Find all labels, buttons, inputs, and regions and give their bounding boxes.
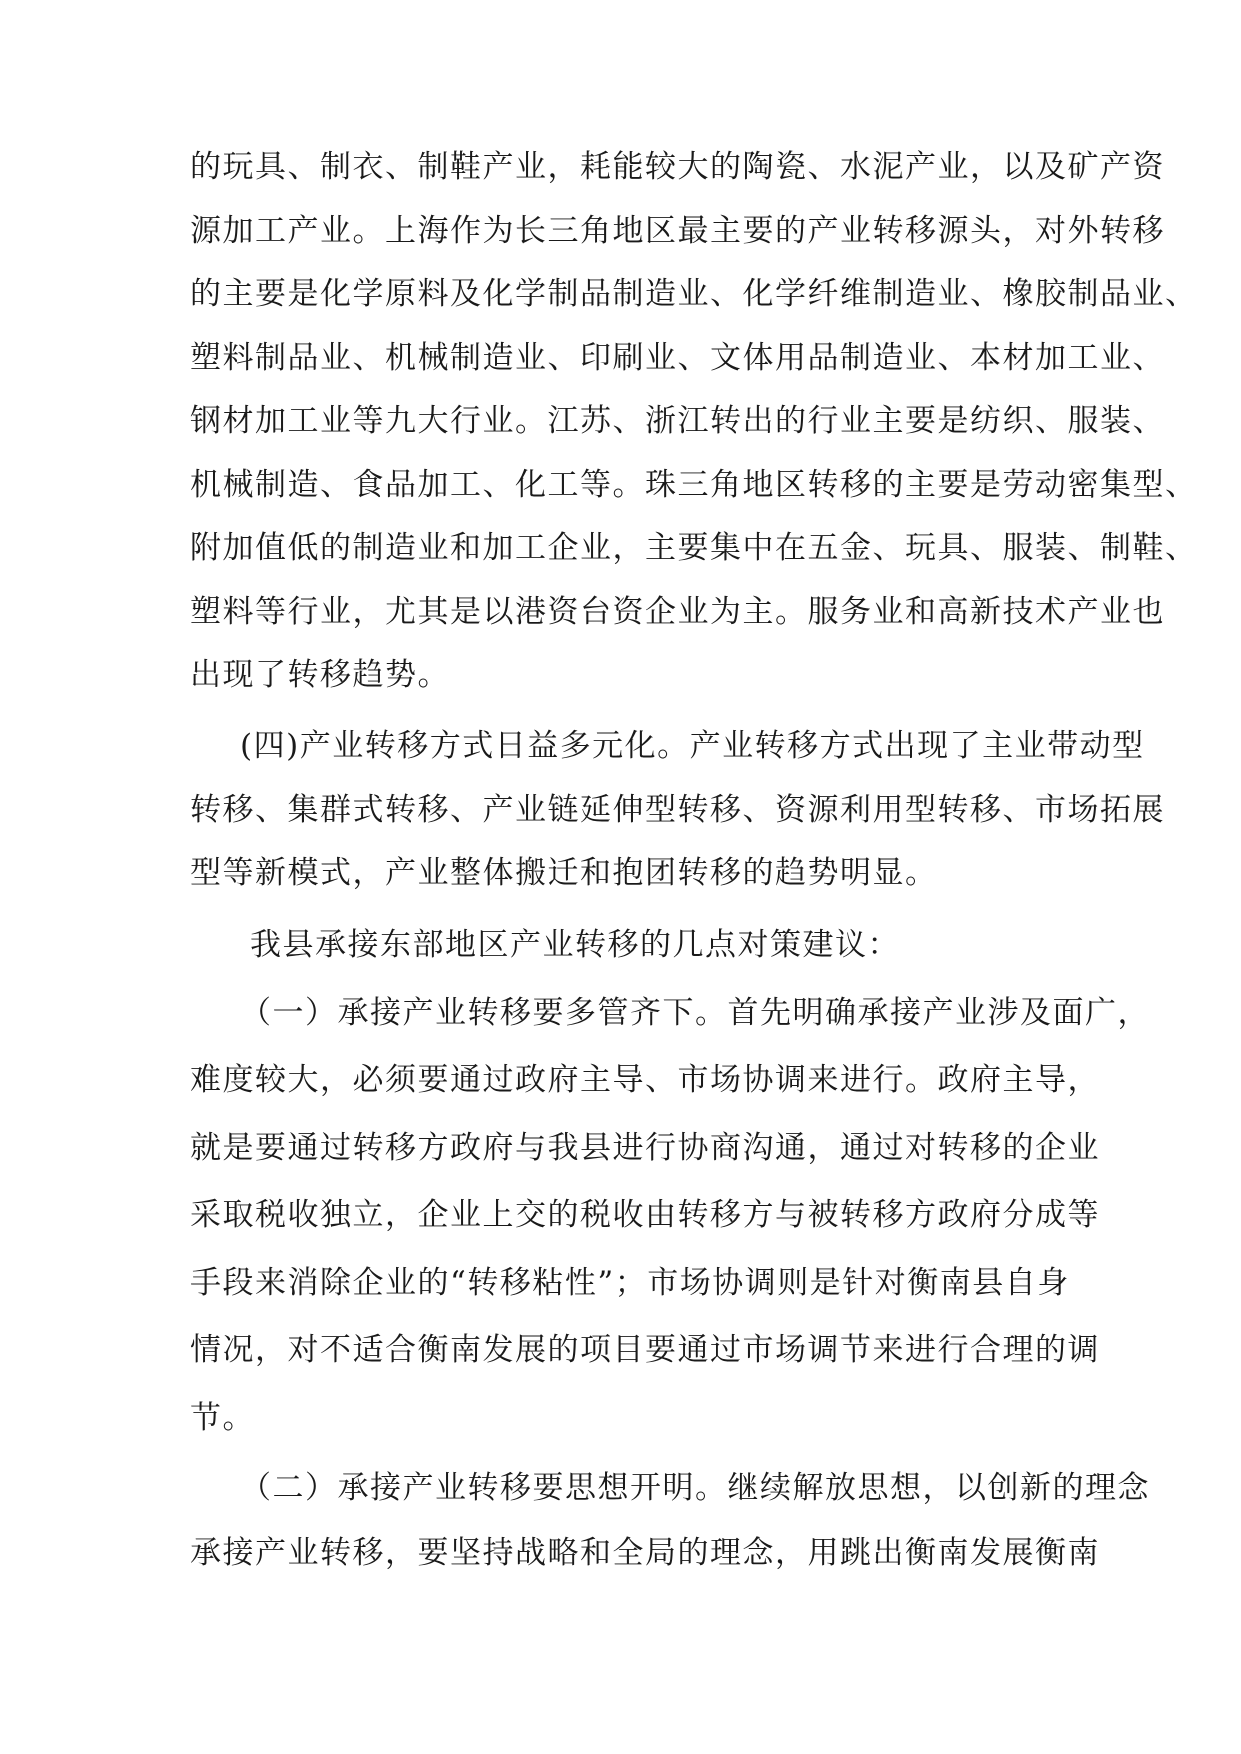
- paragraph-2-line-1: (四)产业转移方式日益多元化。产业转移方式出现了主业带动型: [240, 728, 1145, 764]
- paragraph-1-line-5: 钢材加工业等九大行业。江苏、浙江转出的行业主要是纺织、服装、: [190, 403, 1165, 439]
- paragraph-1-line-3: 的主要是化学原料及化学制品制造业、化学纤维制造业、橡胶制品业、: [190, 276, 1198, 312]
- paragraph-2-line-3: 型等新模式，产业整体搬迁和抱团转移的趋势明显。: [190, 855, 938, 891]
- paragraph-1-line-7: 附加值低的制造业和加工企业，主要集中在五金、玩具、服装、制鞋、: [190, 530, 1198, 566]
- paragraph-4-line-7: 节。: [190, 1400, 255, 1436]
- paragraph-2-line-2: 转移、集群式转移、产业链延伸型转移、资源利用型转移、市场拓展: [190, 792, 1165, 828]
- paragraph-5-line-2: 承接产业转移，要坚持战略和全局的理念，用跳出衡南发展衡南: [190, 1535, 1100, 1571]
- paragraph-1-line-8: 塑料等行业，尤其是以港资台资企业为主。服务业和高新技术产业也: [190, 594, 1165, 630]
- paragraph-4-line-4: 采取税收独立，企业上交的税收由转移方与被转移方政府分成等: [190, 1197, 1100, 1233]
- paragraph-4-line-3: 就是要通过转移方政府与我县进行协商沟通，通过对转移的企业: [190, 1130, 1100, 1166]
- paragraph-4-line-2: 难度较大，必须要通过政府主导、市场协调来进行。政府主导，: [190, 1062, 1100, 1098]
- paragraph-1-line-1: 的玩具、制衣、制鞋产业，耗能较大的陶瓷、水泥产业，以及矿产资: [190, 149, 1165, 185]
- paragraph-4-line-5: 手段来消除企业的“转移粘性”；市场协调则是针对衡南县自身: [190, 1265, 1070, 1301]
- paragraph-5-line-1: （二）承接产业转移要思想开明。继续解放思想，以创新的理念: [240, 1470, 1150, 1506]
- paragraph-1-line-9: 出现了转移趋势。: [190, 657, 450, 693]
- paragraph-1-line-2: 源加工产业。上海作为长三角地区最主要的产业转移源头，对外转移: [190, 213, 1165, 249]
- paragraph-4-line-1: （一）承接产业转移要多管齐下。首先明确承接产业涉及面广，: [240, 995, 1150, 1031]
- paragraph-1-line-4: 塑料制品业、机械制造业、印刷业、文体用品制造业、本材加工业、: [190, 340, 1165, 376]
- paragraph-1-line-6: 机械制造、食品加工、化工等。珠三角地区转移的主要是劳动密集型、: [190, 467, 1198, 503]
- section-heading: 我县承接东部地区产业转移的几点对策建议：: [250, 927, 900, 963]
- paragraph-4-line-6: 情况，对不适合衡南发展的项目要通过市场调节来进行合理的调: [190, 1332, 1100, 1368]
